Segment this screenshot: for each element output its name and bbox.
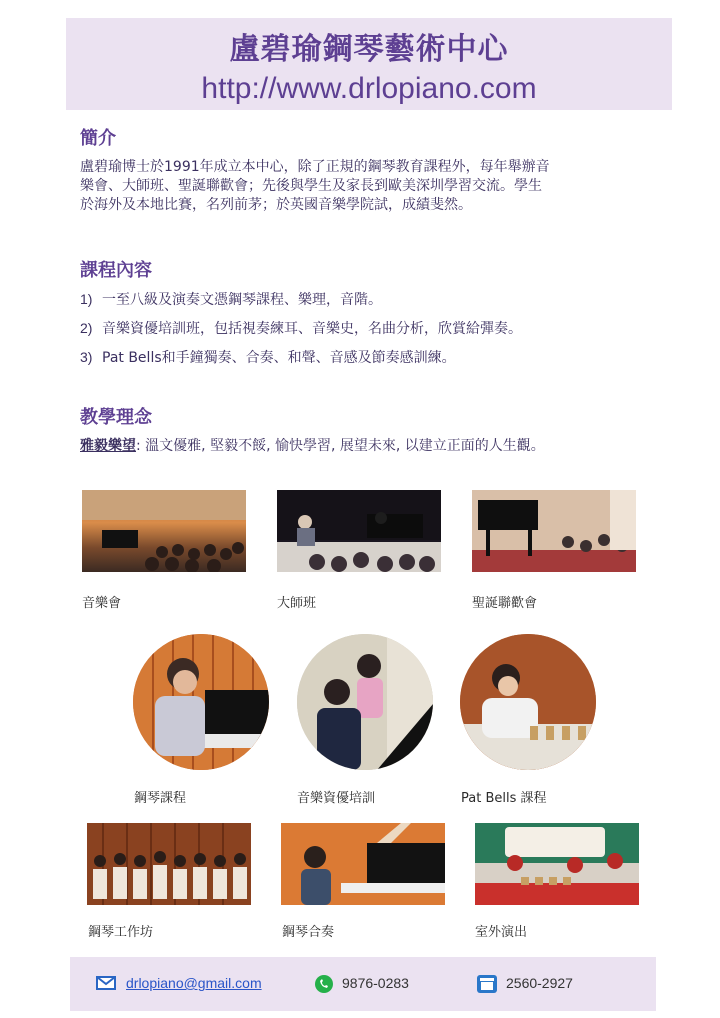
telephone-icon: [476, 974, 496, 992]
caption-outdoor: 室外演出: [475, 925, 528, 940]
header-banner: [66, 18, 672, 110]
phone-number[interactable]: 2560-2927: [506, 975, 573, 991]
caption-ensemble: 鋼琴合奏: [282, 925, 335, 940]
caption-pat-bells: Pat Bells 課程: [461, 791, 547, 806]
pat-bells-photo-art: [460, 634, 596, 770]
center-title: 盧碧瑜鋼琴藝術中心: [229, 32, 509, 67]
philosophy-heading: 教學理念: [80, 407, 152, 428]
christmas-party-photo: [472, 490, 636, 572]
courses-heading: 課程內容: [80, 260, 152, 281]
whatsapp-icon: [314, 974, 334, 992]
christmas-party-photo-art: [472, 490, 636, 572]
course-item: [80, 318, 522, 338]
masterclass-photo-art: [277, 490, 441, 572]
intro-line: 盧碧瑜博士於1991年成立本中心，除了正規的鋼琴教育課程外，每年舉辦音: [80, 159, 550, 175]
piano-lesson-photo-art: [133, 634, 269, 770]
course-text: 音樂資優培訓班，包括視奏練耳、音樂史，名曲分析，欣賞給彈奏。: [102, 321, 522, 337]
caption-masterclass: 大師班: [277, 596, 317, 611]
piano-ensemble-photo-art: [281, 823, 445, 905]
philosophy-description: : 溫文優雅, 堅毅不餒, 愉快學習, 展望未來, 以建立正面的人生觀。: [136, 438, 545, 454]
intro-line: 於海外及本地比賽，名列前茅；於英國音樂學院試，成績斐然。: [80, 197, 472, 213]
course-item: [80, 289, 382, 309]
piano-lesson-photo: [133, 634, 269, 770]
caption-piano-lesson: 鋼琴課程: [134, 791, 187, 806]
piano-workshop-photo-art: [87, 823, 251, 905]
gifted-training-photo-art: [297, 634, 433, 770]
philosophy-text: [80, 435, 545, 455]
outdoor-performance-photo: [475, 823, 639, 905]
email-link[interactable]: drlopiano@gmail.com: [126, 975, 262, 991]
envelope-icon: [96, 974, 116, 992]
pat-bells-photo: [460, 634, 596, 770]
caption-concert: 音樂會: [82, 596, 122, 611]
concert-photo: [82, 490, 246, 572]
caption-gifted-training: 音樂資優培訓: [297, 791, 376, 806]
website-url[interactable]: http://www.drlopiano.com: [201, 72, 537, 105]
caption-workshop: 鋼琴工作坊: [88, 925, 154, 940]
course-number: 1): [80, 291, 93, 307]
outdoor-performance-photo-art: [475, 823, 639, 905]
gifted-training-photo: [297, 634, 433, 770]
philosophy-motto: 雅毅樂望: [80, 438, 136, 454]
contact-footer: [70, 957, 656, 1011]
intro-paragraph: [80, 158, 670, 215]
concert-photo-art: [82, 490, 246, 572]
masterclass-photo: [277, 490, 441, 572]
intro-line: 樂會、大師班、聖誕聯歡會；先後與學生及家長到歐美深圳學習交流。學生: [80, 178, 542, 194]
piano-ensemble-photo: [281, 823, 445, 905]
caption-christmas: 聖誕聯歡會: [472, 596, 538, 611]
course-text: 一至八級及演奏文憑鋼琴課程、樂理，音階。: [102, 292, 382, 308]
course-number: 3): [80, 349, 93, 365]
intro-heading: 簡介: [80, 128, 116, 149]
whatsapp-number[interactable]: 9876-0283: [342, 975, 409, 991]
course-text: Pat Bells和手鐘獨奏、合奏、和聲、音感及節奏感訓練。: [102, 350, 456, 366]
course-item: [80, 347, 456, 367]
piano-workshop-photo: [87, 823, 251, 905]
course-number: 2): [80, 320, 93, 336]
